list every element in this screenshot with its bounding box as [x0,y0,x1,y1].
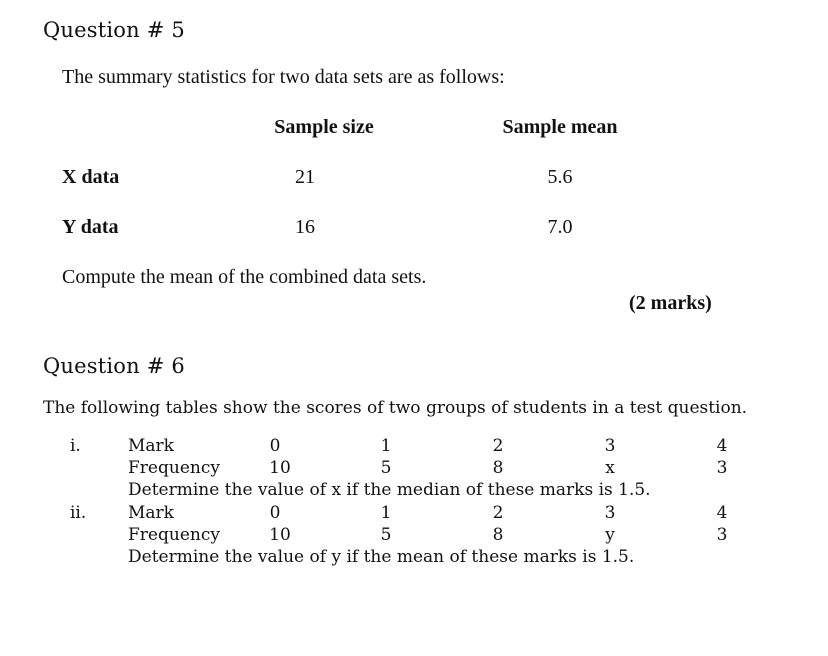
row-label-y: Y data [62,216,119,238]
mark-value: 4 [716,436,728,456]
frequency-value: 5 [380,525,392,545]
mark-label: Mark [128,503,174,523]
header-sample-mean: Sample mean [502,116,618,138]
frequency-value: 3 [716,525,728,545]
y-sample-mean: 7.0 [547,216,573,238]
mark-value: 0 [269,436,281,456]
frequency-value: 3 [716,458,728,478]
mark-value: 3 [604,503,616,523]
question-5-title: Question # 5 [43,18,185,42]
header-sample-size: Sample size [274,116,374,138]
mark-value: 2 [492,503,504,523]
mark-value: 0 [269,503,281,523]
mark-value: 1 [380,503,392,523]
question-5-intro: The summary statistics for two data sets are as follows: [62,66,505,88]
mark-label: Mark [128,436,174,456]
part-ii-task: Determine the value of y if the mean of these marks is 1.5. [128,547,635,567]
y-sample-size: 16 [295,216,315,238]
frequency-value: 10 [269,525,291,545]
part-ii-numeral: ii. [70,503,87,523]
part-i-task: Determine the value of x if the median of these marks is 1.5. [128,480,651,500]
question-6-intro: The following tables show the scores of two groups of students in a test question. [43,398,748,418]
x-sample-size: 21 [295,166,315,188]
frequency-label: Frequency [128,458,220,478]
question-5-task: Compute the mean of the combined data sets. [62,266,427,288]
frequency-value: 8 [492,458,504,478]
frequency-value: 8 [492,525,504,545]
question-5-marks: (2 marks) [629,292,712,314]
mark-value: 4 [716,503,728,523]
question-6-title: Question # 6 [43,354,185,378]
mark-value: 2 [492,436,504,456]
frequency-value: x [605,458,615,478]
frequency-value: 10 [269,458,291,478]
row-label-x: X data [62,166,120,188]
x-sample-mean: 5.6 [547,166,573,188]
frequency-value: y [605,525,615,545]
part-i-numeral: i. [70,436,81,456]
mark-value: 1 [380,436,392,456]
frequency-value: 5 [380,458,392,478]
frequency-label: Frequency [128,525,220,545]
mark-value: 3 [604,436,616,456]
